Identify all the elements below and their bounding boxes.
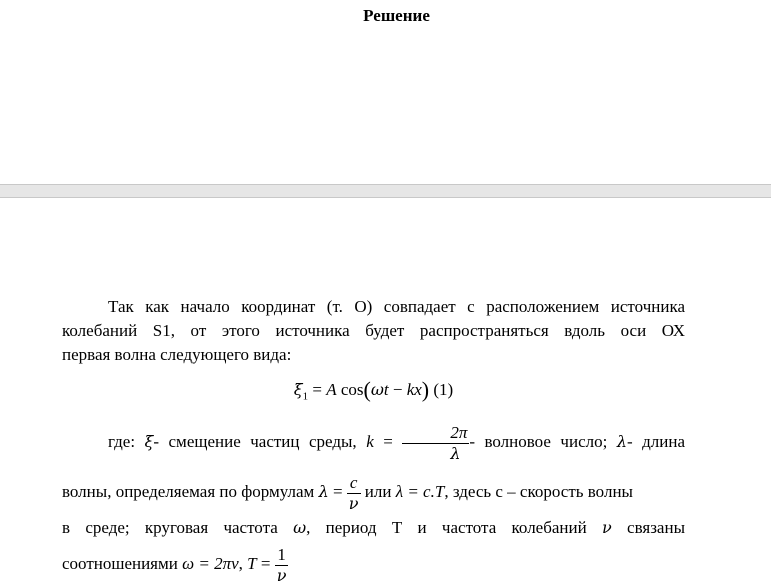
paragraph-line-1: Так как начало координат (т. О) совпадает с расположением источника bbox=[108, 297, 685, 316]
page-break bbox=[0, 184, 771, 198]
equation-1: $\xi_1 = A$ cos(ωt − kx) (1) bbox=[293, 377, 454, 403]
fraction-lambda: $\frac{c}{\nu}$ bbox=[348, 472, 359, 513]
fraction-period: $\frac{1}{\nu}$ bbox=[276, 544, 287, 585]
paragraph-line-2: колебаний S1, от этого источника будет распространяться вдоль оси ОХ bbox=[62, 321, 685, 340]
fraction-k: $\frac{2\pi}{\lambda}$ bbox=[402, 423, 469, 464]
paragraph-line-5: волны, определяемая по формулам λ = $\frac{c}{\nu}$ или λ = c.T, здесь с – скорость волны bbox=[62, 472, 633, 513]
paragraph-line-6: в среде; круговая частота ω, период Т и частота колебаний ν связаны bbox=[62, 518, 685, 537]
paragraph-line-7: соотношениями ω = 2πν, T = $\frac{1}{\nu}$ bbox=[62, 544, 287, 585]
paragraph-line-4: где: ξ- смещение частиц среды, k = $\frac{2\pi}{\lambda}$ - волновое число; λ- длина bbox=[108, 422, 685, 463]
page-top bbox=[0, 0, 771, 184]
page-title: Решение bbox=[363, 6, 430, 25]
paragraph-line-3: первая волна следующего вида: bbox=[62, 345, 292, 364]
equation-label: (1) bbox=[433, 380, 454, 399]
